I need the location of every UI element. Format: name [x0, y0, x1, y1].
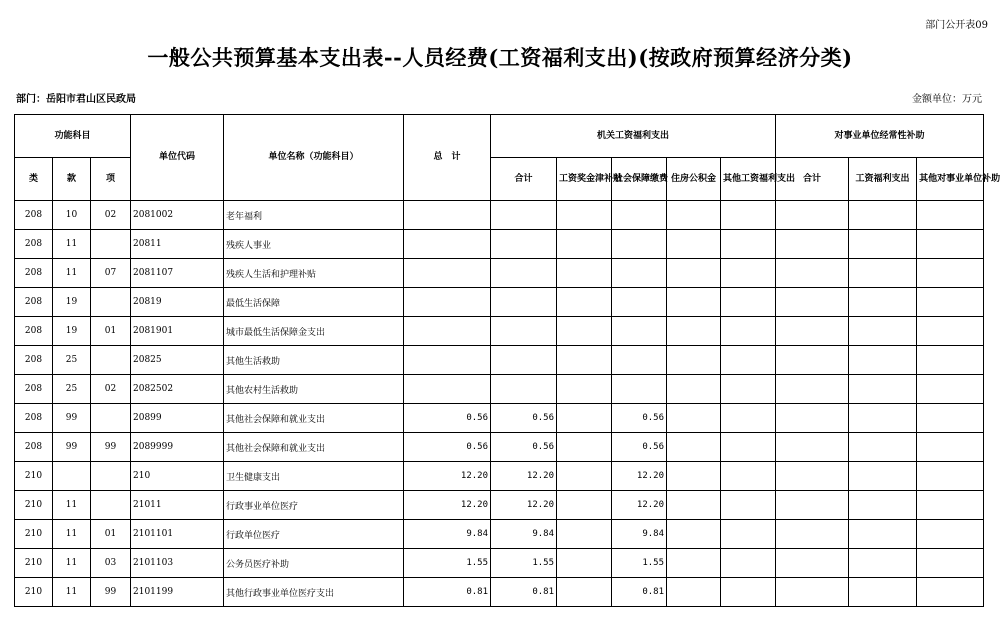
cell-agency-other [721, 259, 776, 288]
cell-inst-welfare [849, 317, 917, 346]
cell-inst-welfare [849, 462, 917, 491]
table-row [15, 259, 984, 288]
table-row [15, 201, 984, 230]
cell-inst-other [917, 375, 984, 404]
cell-lei: 208 [15, 404, 53, 433]
cell-inst-welfare [849, 346, 917, 375]
cell-kuan: 25 [53, 346, 91, 375]
cell-agency-social [612, 346, 667, 375]
cell-inst-other [917, 520, 984, 549]
cell-unit-code: 21011 [131, 491, 224, 520]
department-label: 部门：岳阳市君山区民政局 [16, 94, 136, 105]
cell-agency-other [721, 201, 776, 230]
cell-agency-salary [557, 520, 612, 549]
cell-xiang: 01 [91, 520, 131, 549]
header-total: 总 计 [404, 115, 491, 201]
cell-inst-other [917, 491, 984, 520]
cell-inst-other [917, 462, 984, 491]
cell-agency-salary [557, 346, 612, 375]
cell-lei: 208 [15, 230, 53, 259]
cell-total [404, 317, 491, 346]
cell-total: 0.56 [404, 404, 491, 433]
cell-agency-total: 12.20 [491, 462, 557, 491]
cell-inst-welfare [849, 578, 917, 607]
cell-agency-social: 0.56 [612, 404, 667, 433]
table-row [15, 433, 984, 462]
cell-unit-name: 最低生活保障 [224, 288, 404, 317]
cell-agency-housing [667, 317, 721, 346]
cell-agency-total: 0.56 [491, 404, 557, 433]
cell-inst-other [917, 433, 984, 462]
cell-xiang: 02 [91, 375, 131, 404]
cell-xiang: 03 [91, 549, 131, 578]
cell-xiang: 07 [91, 259, 131, 288]
cell-unit-name: 其他行政事业单位医疗支出 [224, 578, 404, 607]
cell-unit-name: 残疾人事业 [224, 230, 404, 259]
cell-total: 12.20 [404, 462, 491, 491]
cell-unit-name: 残疾人生活和护理补贴 [224, 259, 404, 288]
cell-unit-code: 210 [131, 462, 224, 491]
table-row [15, 346, 984, 375]
cell-agency-other [721, 404, 776, 433]
cell-agency-other [721, 549, 776, 578]
cell-unit-name: 其他社会保障和就业支出 [224, 404, 404, 433]
cell-agency-social [612, 288, 667, 317]
cell-agency-social: 0.81 [612, 578, 667, 607]
header-inst-group: 对事业单位经常性补助 [776, 115, 984, 158]
cell-lei: 208 [15, 288, 53, 317]
cell-unit-code: 20811 [131, 230, 224, 259]
table-row [15, 549, 984, 578]
cell-inst-total [776, 346, 849, 375]
cell-agency-total [491, 375, 557, 404]
cell-inst-other [917, 317, 984, 346]
cell-agency-salary [557, 230, 612, 259]
cell-inst-welfare [849, 433, 917, 462]
header-inst-welfare: 工资福利支出 [849, 158, 917, 201]
cell-unit-name: 卫生健康支出 [224, 462, 404, 491]
cell-kuan: 11 [53, 549, 91, 578]
cell-agency-salary [557, 288, 612, 317]
cell-kuan [53, 462, 91, 491]
cell-agency-social: 1.55 [612, 549, 667, 578]
cell-total [404, 346, 491, 375]
cell-inst-total [776, 433, 849, 462]
header-inst-other: 其他对事业单位补助 [917, 158, 984, 201]
cell-agency-other [721, 520, 776, 549]
cell-inst-welfare [849, 230, 917, 259]
cell-agency-housing [667, 201, 721, 230]
cell-agency-housing [667, 288, 721, 317]
cell-unit-code: 2101103 [131, 549, 224, 578]
cell-agency-housing [667, 404, 721, 433]
cell-unit-name: 行政事业单位医疗 [224, 491, 404, 520]
cell-agency-total [491, 346, 557, 375]
cell-agency-housing [667, 346, 721, 375]
cell-agency-housing [667, 259, 721, 288]
cell-agency-housing [667, 375, 721, 404]
cell-agency-total [491, 288, 557, 317]
header-inst-total: 合计 [776, 158, 849, 201]
cell-kuan: 19 [53, 288, 91, 317]
header-agency-group: 机关工资福利支出 [491, 115, 776, 158]
cell-agency-salary [557, 549, 612, 578]
cell-lei: 210 [15, 578, 53, 607]
cell-agency-total [491, 230, 557, 259]
cell-xiang [91, 346, 131, 375]
cell-unit-code: 20825 [131, 346, 224, 375]
cell-agency-total: 1.55 [491, 549, 557, 578]
cell-agency-salary [557, 433, 612, 462]
cell-agency-social: 0.56 [612, 433, 667, 462]
cell-inst-welfare [849, 375, 917, 404]
cell-inst-total [776, 520, 849, 549]
table-row [15, 230, 984, 259]
cell-agency-salary [557, 491, 612, 520]
cell-agency-housing [667, 578, 721, 607]
cell-agency-salary [557, 317, 612, 346]
cell-inst-total [776, 404, 849, 433]
cell-agency-social [612, 230, 667, 259]
cell-total [404, 259, 491, 288]
table-row [15, 375, 984, 404]
cell-agency-total [491, 317, 557, 346]
page-title: 一般公共预算基本支出表--人员经费(工资福利支出)(按政府预算经济分类) [147, 45, 853, 70]
cell-inst-welfare [849, 201, 917, 230]
cell-lei: 208 [15, 433, 53, 462]
cell-unit-name: 行政单位医疗 [224, 520, 404, 549]
cell-unit-name: 城市最低生活保障金支出 [224, 317, 404, 346]
cell-total: 1.55 [404, 549, 491, 578]
table-row [15, 462, 984, 491]
cell-kuan: 11 [53, 578, 91, 607]
cell-unit-code: 2081002 [131, 201, 224, 230]
header-xiang: 项 [91, 158, 131, 201]
cell-agency-other [721, 346, 776, 375]
cell-inst-welfare [849, 404, 917, 433]
cell-agency-housing [667, 549, 721, 578]
cell-agency-other [721, 288, 776, 317]
cell-kuan: 11 [53, 491, 91, 520]
cell-agency-social [612, 317, 667, 346]
cell-agency-total [491, 201, 557, 230]
cell-unit-code: 2101199 [131, 578, 224, 607]
cell-unit-name: 老年福利 [224, 201, 404, 230]
cell-unit-code: 20819 [131, 288, 224, 317]
cell-agency-housing [667, 520, 721, 549]
cell-agency-social [612, 201, 667, 230]
cell-xiang: 99 [91, 578, 131, 607]
header-agency-housing: 住房公积金 [667, 158, 721, 201]
cell-lei: 210 [15, 491, 53, 520]
cell-agency-total: 9.84 [491, 520, 557, 549]
cell-lei: 210 [15, 520, 53, 549]
cell-agency-total [491, 259, 557, 288]
cell-total: 0.56 [404, 433, 491, 462]
cell-kuan: 11 [53, 259, 91, 288]
cell-total: 12.20 [404, 491, 491, 520]
cell-inst-total [776, 491, 849, 520]
cell-inst-other [917, 288, 984, 317]
amount-unit-label: 金额单位：万元 [912, 94, 982, 105]
cell-inst-welfare [849, 549, 917, 578]
cell-inst-total [776, 578, 849, 607]
cell-inst-other [917, 346, 984, 375]
cell-inst-total [776, 462, 849, 491]
cell-agency-salary [557, 404, 612, 433]
cell-kuan: 25 [53, 375, 91, 404]
table-row [15, 317, 984, 346]
cell-inst-total [776, 230, 849, 259]
cell-inst-total [776, 259, 849, 288]
table-row [15, 404, 984, 433]
table-body [15, 201, 984, 607]
cell-kuan: 11 [53, 520, 91, 549]
cell-agency-housing [667, 433, 721, 462]
cell-inst-other [917, 230, 984, 259]
cell-inst-welfare [849, 288, 917, 317]
cell-xiang: 01 [91, 317, 131, 346]
budget-table [14, 114, 1000, 607]
cell-unit-code: 2101101 [131, 520, 224, 549]
cell-unit-code: 2081901 [131, 317, 224, 346]
cell-unit-code: 2082502 [131, 375, 224, 404]
cell-agency-social [612, 259, 667, 288]
cell-total [404, 230, 491, 259]
form-number: 部门公开表09 [925, 20, 988, 31]
header-agency-other: 其他工资福利支出 [721, 158, 776, 201]
cell-kuan: 19 [53, 317, 91, 346]
header-kuan: 款 [53, 158, 91, 201]
cell-agency-social: 12.20 [612, 491, 667, 520]
cell-unit-name: 其他生活救助 [224, 346, 404, 375]
cell-lei: 208 [15, 259, 53, 288]
table-row [15, 288, 984, 317]
cell-total: 9.84 [404, 520, 491, 549]
cell-agency-social [612, 375, 667, 404]
cell-agency-salary [557, 462, 612, 491]
cell-kuan: 99 [53, 433, 91, 462]
cell-kuan: 11 [53, 230, 91, 259]
cell-agency-salary [557, 578, 612, 607]
header-func-subject: 功能科目 [15, 115, 131, 158]
cell-xiang [91, 288, 131, 317]
cell-xiang: 02 [91, 201, 131, 230]
cell-unit-name: 其他社会保障和就业支出 [224, 433, 404, 462]
cell-lei: 208 [15, 346, 53, 375]
cell-agency-other [721, 230, 776, 259]
cell-agency-social: 12.20 [612, 462, 667, 491]
cell-total [404, 288, 491, 317]
cell-xiang: 99 [91, 433, 131, 462]
cell-agency-total: 0.81 [491, 578, 557, 607]
cell-inst-other [917, 201, 984, 230]
cell-kuan: 99 [53, 404, 91, 433]
cell-inst-total [776, 549, 849, 578]
cell-lei: 208 [15, 201, 53, 230]
cell-total: 0.81 [404, 578, 491, 607]
cell-unit-name: 其他农村生活救助 [224, 375, 404, 404]
cell-unit-code: 2081107 [131, 259, 224, 288]
cell-agency-other [721, 491, 776, 520]
table-row [15, 520, 984, 549]
cell-agency-other [721, 375, 776, 404]
cell-agency-salary [557, 201, 612, 230]
cell-kuan: 10 [53, 201, 91, 230]
cell-inst-total [776, 288, 849, 317]
header-agency-social: 社会保障缴费 [612, 158, 667, 201]
cell-inst-welfare [849, 520, 917, 549]
cell-agency-total: 12.20 [491, 491, 557, 520]
cell-total [404, 201, 491, 230]
cell-inst-total [776, 375, 849, 404]
cell-agency-housing [667, 230, 721, 259]
cell-agency-salary [557, 375, 612, 404]
cell-agency-total: 0.56 [491, 433, 557, 462]
cell-unit-name: 公务员医疗补助 [224, 549, 404, 578]
cell-inst-welfare [849, 491, 917, 520]
header-unit-name: 单位名称（功能科目） [224, 115, 404, 201]
header-lei: 类 [15, 158, 53, 201]
cell-lei: 208 [15, 375, 53, 404]
cell-agency-other [721, 578, 776, 607]
cell-agency-housing [667, 491, 721, 520]
cell-unit-code: 20899 [131, 404, 224, 433]
table-row [15, 491, 984, 520]
cell-inst-other [917, 578, 984, 607]
header-unit-code: 单位代码 [131, 115, 224, 201]
cell-inst-total [776, 317, 849, 346]
cell-xiang [91, 230, 131, 259]
cell-lei: 210 [15, 462, 53, 491]
cell-agency-other [721, 462, 776, 491]
cell-agency-salary [557, 259, 612, 288]
cell-xiang [91, 491, 131, 520]
cell-lei: 208 [15, 317, 53, 346]
cell-inst-other [917, 549, 984, 578]
cell-xiang [91, 462, 131, 491]
header-agency-total: 合计 [491, 158, 557, 201]
cell-xiang [91, 404, 131, 433]
cell-inst-total [776, 201, 849, 230]
header-agency-salary: 工资奖金津补贴 [557, 158, 612, 201]
cell-agency-social: 9.84 [612, 520, 667, 549]
cell-unit-code: 2089999 [131, 433, 224, 462]
cell-inst-other [917, 404, 984, 433]
cell-total [404, 375, 491, 404]
cell-agency-housing [667, 462, 721, 491]
cell-inst-welfare [849, 259, 917, 288]
table-row [15, 578, 984, 607]
cell-lei: 210 [15, 549, 53, 578]
cell-agency-other [721, 433, 776, 462]
cell-agency-other [721, 317, 776, 346]
cell-inst-other [917, 259, 984, 288]
